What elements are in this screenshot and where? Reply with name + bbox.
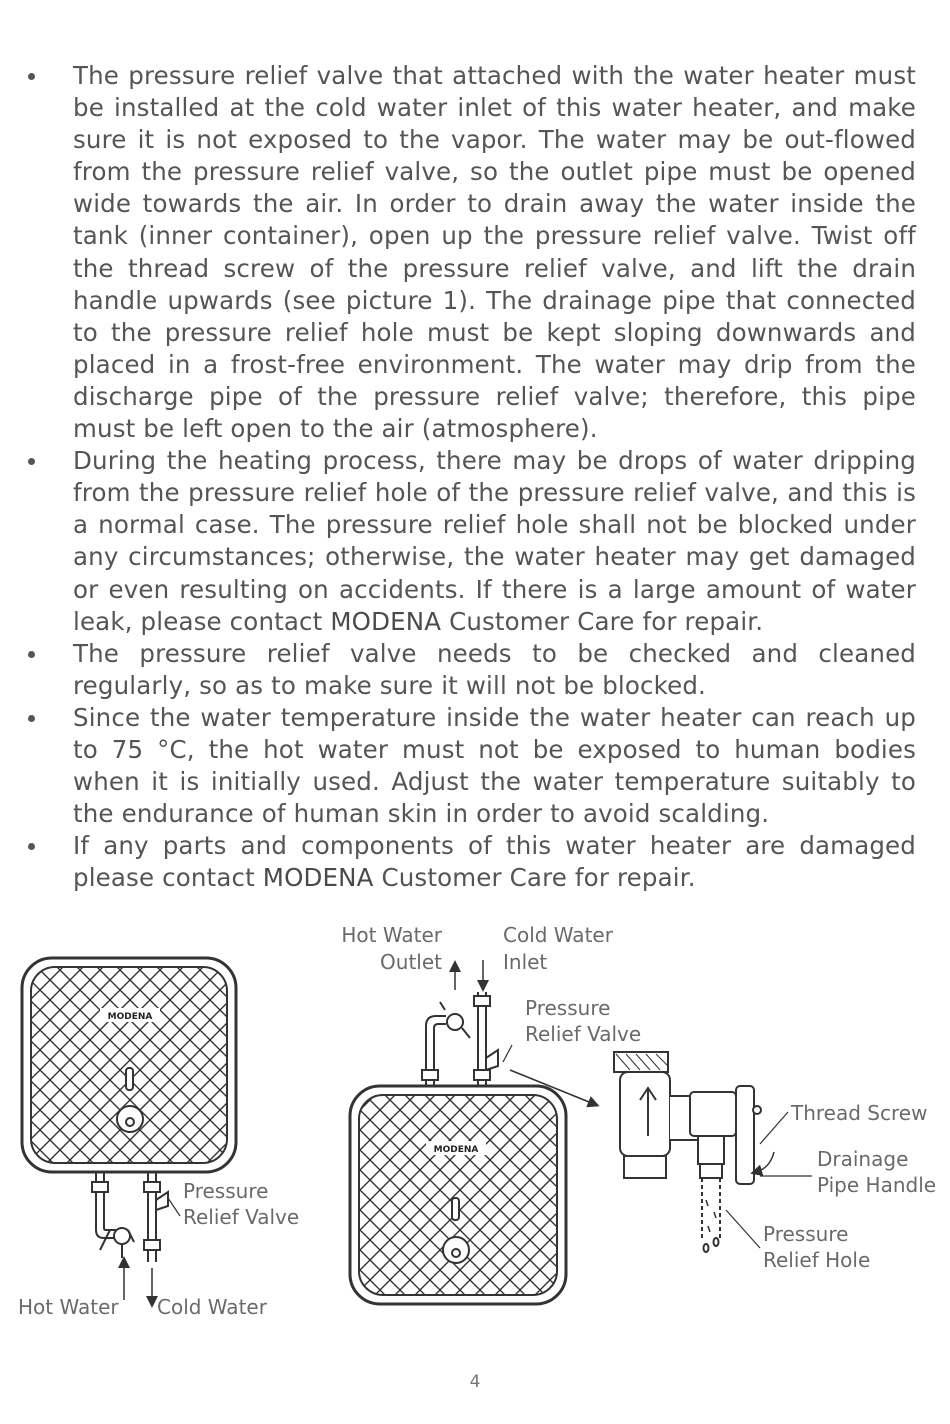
middle-relief-valve-label: Pressure [525,996,611,1020]
middle-water-heater [350,1086,566,1304]
bullet-item [28,830,916,894]
bullet-text: The pressure relief valve needs to be checked and cleaned regularly, so as to make sure it will not be blocked. [73,638,916,700]
bullet-dot [28,651,35,658]
bullet-dot [28,715,35,722]
bullet-item [28,638,916,702]
cold-water-inlet-label-2: Inlet [503,950,548,974]
bullet-text: The pressure relief valve that attached with the water heater must be installed at the cold water inlet of this water heater, and make sure it is not exposed to the vapor. The water may be out-flowed from the pressure relief valve, so the outlet pipe must be opened wide towards the air. In order to drain away the water inside the tank (inner container), open up the pressure relief valve. Twist off the thread screw of the pressure relief valve, and lift the drain handle upwards (see picture 1). The drainage pipe that connected to the pressure relief hole must be kept sloping downwards and placed in a frost-free environment. The water may drip from the discharge pipe of the pressure relief valve; therefore, this pipe must be left open to the air (atmosphere). [73,61,916,444]
left-hot-water-label: Hot Water [18,1295,119,1319]
bullet-text: If any parts and components of this water heater are damaged please contact [73,831,916,893]
bullet-item [28,445,916,638]
hot-water-outlet-label: Hot Water [341,923,442,947]
left-relief-valve-label-2: Relief Valve [183,1205,300,1229]
bullet-text-end: Customer Care for repair. [441,606,764,636]
installation-diagram [0,910,950,1340]
page-number: 4 [469,1372,481,1392]
left-cold-water-label: Cold Water [157,1295,267,1319]
bullet-dot [28,843,35,850]
hot-water-outlet-label-2: Outlet [380,950,442,974]
thread-screw-label: Thread Screw [791,1101,928,1125]
bullet-item [28,702,916,830]
bullet-text-end: Customer Care for repair. [373,863,696,893]
instruction-list [28,60,916,894]
left-piping [92,1172,168,1262]
drainage-pipe-handle-label: Drainage [817,1147,909,1171]
middle-piping [422,992,498,1086]
cold-water-inlet-label: Cold Water [503,923,613,947]
drainage-pipe-handle-label-2: Pipe Handle [817,1173,937,1197]
brand-name: MODENA [262,863,374,893]
relief-hole-label-2: Relief Hole [763,1248,871,1272]
heater-logo: MODENA [433,1145,479,1155]
bullet-dot [28,73,35,80]
bullet-text: During the heating process, there may be drops of water dripping from the pressure relief hole of the pressure relief valve, and this is a normal case. The pressure relief hole shall not be blocked under any circumstances; otherwise, the water heater may get damaged or even resulting on accidents. If there is a large amount of water leak, please contact [73,446,916,636]
heater-logo: MODENA [107,1012,153,1022]
left-relief-valve-label: Pressure [183,1179,269,1203]
brand-name: MODENA [330,606,442,636]
bullet-text: Since the water temperature inside the water heater can reach up to 75 °C, the hot water must not be exposed to human bodies when it is initially used. Adjust the water temperature suitably to the endurance of human skin in order to avoid scalding. [73,702,916,829]
middle-relief-valve-label-2: Relief Valve [525,1022,642,1046]
left-water-heater [22,958,236,1172]
relief-hole-label: Pressure [763,1222,849,1246]
bullet-dot [28,458,35,465]
bullet-item [28,60,916,445]
relief-valve-detail [614,1052,761,1252]
